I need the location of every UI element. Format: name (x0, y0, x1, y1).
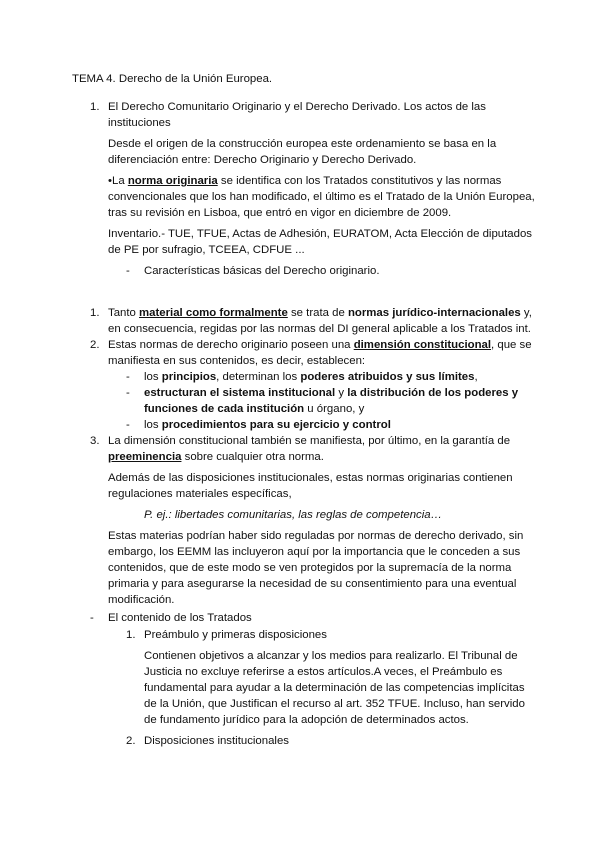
paragraph-materias-line-3: contenidos, que de este modo se ven protegidos por la supremacía de la norma (108, 562, 512, 574)
section-1-heading-line-1: El Derecho Comunitario Originario y el Derecho Derivado. Los actos de las (108, 101, 486, 113)
item-2-number: 2. (90, 339, 100, 351)
item-2-line-1 (108, 338, 532, 352)
section-contenido-heading: El contenido de los Tratados (108, 612, 252, 624)
paragraph-materias-line-2: embargo, los EEMM las incluyeron aquí por la importancia que le conceden a sus (108, 546, 521, 558)
term-poderes-atribuidos: poderes atribuidos y sus límites (300, 371, 475, 383)
item-3-line-1: La dimensión constitucional también se manifiesta, por último, en la garantía de (108, 435, 511, 447)
text-fragment: Estas normas de derecho originario poseen una (108, 339, 354, 351)
text-fragment: se trata de (287, 307, 348, 319)
paragraph-preambulo-line-5: de fundamento jurídico para la adopción de determinados actos. (144, 714, 469, 726)
paragraph-origin-line-2: diferenciación entre: Derecho Originario y Derecho Derivado. (108, 154, 417, 166)
paragraph-materias-line-1: Estas materias podrían haber sido reguladas por normas de derecho derivado, sin (108, 530, 524, 542)
text-fragment: , determinan los (216, 371, 301, 383)
paragraph-materias-line-5: modificación. (108, 594, 175, 606)
inventory-line-2: de PE por sufragio, TCEEA, CDFUE ... (108, 244, 305, 256)
term-normas-juridico-internacionales: normas jurídico-internacionales (347, 307, 521, 319)
dash-marker: - (126, 419, 130, 431)
paragraph-preambulo-line-2: Justicia no excluye referirse a estos artículos.A veces, el Preámbulo es (144, 666, 503, 678)
paragraph-preambulo-line-1: Contienen objetivos a alcanzar y los medios para realizarlo. El Tribunal de (144, 650, 518, 662)
item-3-number: 3. (90, 435, 100, 447)
inventory-line-1: Inventario.- TUE, TFUE, Actas de Adhesión, EURATOM, Acta Elección de diputados (108, 228, 532, 240)
text-fragment: los (144, 419, 162, 431)
example-line: P. ej.: libertades comunitarias, las reglas de competencia… (144, 509, 442, 521)
dash-marker: - (90, 612, 94, 624)
term-preeminencia: preeminencia (108, 451, 182, 463)
text-fragment: los (144, 371, 162, 383)
term-procedimientos: procedimientos para su ejercicio y control (161, 419, 391, 431)
paragraph-norma-originaria-line-3: tras su revisión en Lisboa, que entró en vigor en diciembre de 2009. (108, 207, 452, 219)
term-principios: principios (161, 371, 217, 383)
text-fragment: y, (520, 307, 532, 319)
item-1-line-1 (108, 306, 532, 320)
paragraph-norma-originaria-line-2: convencionales que los han modificado, el último es el Tratado de la Unión Europea, (108, 191, 535, 203)
sub-bullet-estructuran-line-1 (144, 386, 518, 400)
paragraph-norma-originaria-line-1 (108, 174, 501, 188)
text-fragment: sobre cualquier otra norma. (181, 451, 324, 463)
subsection-2-number: 2. (126, 735, 136, 747)
text-fragment: u órgano, y (304, 403, 365, 415)
subsection-2-title: Disposiciones institucionales (144, 735, 289, 747)
text-fragment: se identifica con los Tratados constitutivos y las normas (217, 175, 502, 187)
term-norma-originaria: norma originaria (127, 175, 218, 187)
term-distribucion-poderes: la distribución de los poderes y (347, 387, 519, 399)
item-1-number: 1. (90, 307, 100, 319)
dash-marker: - (126, 387, 130, 399)
term-sistema-institucional: estructuran el sistema institucional (144, 387, 336, 399)
term-dimension-constitucional: dimensión constitucional (353, 339, 492, 351)
dash-marker: - (126, 371, 130, 383)
item-1-line-2: en consecuencia, regidas por las normas del DI general aplicable a los Tratados int. (108, 323, 531, 335)
paragraph-materias-line-4: primaria y para asegurarse la necesidad de su consentimiento para una eventual (108, 578, 517, 590)
item-3-line-2 (108, 450, 324, 464)
paragraph-ademas-line-2: regulaciones materiales específicas, (108, 488, 292, 500)
paragraph-preambulo-line-4: de la Unión, que Justifican el recurso al art. 352 TFUE. Incluso, han servido (144, 698, 525, 710)
section-1-number: 1. (90, 101, 100, 113)
paragraph-preambulo-line-3: fundamental para ayudar a la determinación de las competencias implícitas (144, 682, 525, 694)
bullet-prefix: •La (108, 175, 128, 187)
sub-bullet-estructuran-line-2 (144, 402, 364, 416)
text-fragment: y (335, 387, 348, 399)
term-material-formal: material como formalmente (139, 307, 288, 319)
dash-marker: - (126, 265, 130, 277)
item-2-line-2: manifiesta en sus contenidos, es decir, establecen: (108, 355, 366, 367)
text-fragment: , que se (491, 339, 532, 351)
term-funciones-institucion: funciones de cada institución (144, 403, 305, 415)
paragraph-ademas-line-1: Además de las disposiciones institucionales, estas normas originarias contienen (108, 472, 513, 484)
paragraph-origin-line-1: Desde el origen de la construcción europea este ordenamiento se basa en la (108, 138, 497, 150)
text-fragment: , (474, 371, 478, 383)
section-1-heading-line-2: instituciones (108, 117, 171, 129)
bullet-caracteristicas: Características básicas del Derecho originario. (144, 265, 380, 277)
document-title: TEMA 4. Derecho de la Unión Europea. (72, 73, 273, 85)
text-fragment: Tanto (108, 307, 140, 319)
subsection-1-number: 1. (126, 629, 136, 641)
sub-bullet-procedimientos (144, 418, 391, 432)
subsection-1-title: Preámbulo y primeras disposiciones (144, 629, 327, 641)
sub-bullet-principios (144, 370, 478, 384)
